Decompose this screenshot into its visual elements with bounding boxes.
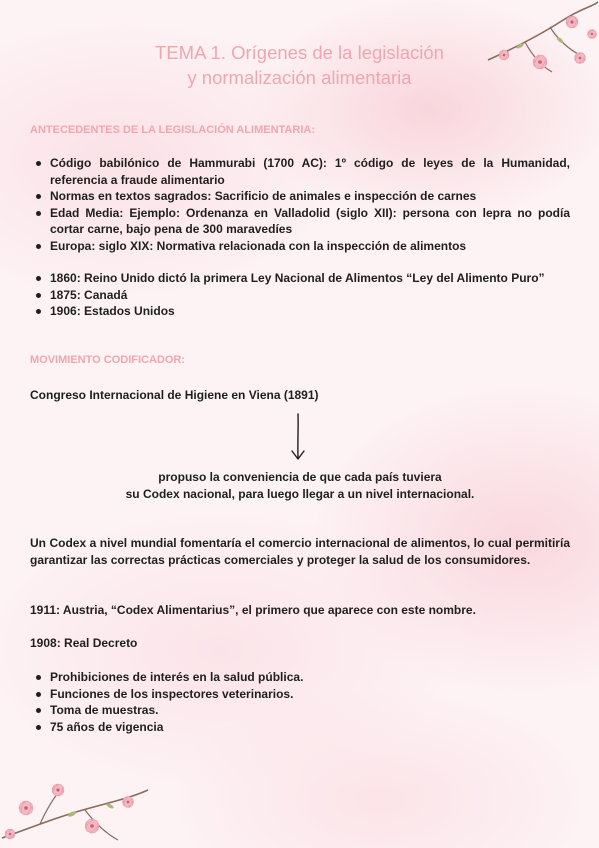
- decree-text: 1908: Real Decreto: [30, 636, 138, 650]
- decree-list: [30, 669, 570, 735]
- national-laws-list: [30, 270, 570, 320]
- antecedentes-list: [30, 155, 570, 254]
- list-item: Normas en textos sagrados: Sacrificio de animales e inspección de carnes: [30, 188, 570, 205]
- cherry-blossom-bottom-left-icon: [0, 768, 150, 848]
- section-heading-movimiento: MOVIMIENTO CODIFICADOR:: [30, 354, 186, 366]
- list-item: Europa: siglo XIX: Normativa relacionada con la inspección de alimentos: [30, 238, 570, 255]
- list-item: 1875: Canadá: [30, 287, 570, 304]
- list-item: 1860: Reino Unido dictó la primera Ley Nacional de Alimentos “Ley del Alimento Puro”: [30, 270, 570, 287]
- page-title-line-1: TEMA 1. Orígenes de la legislación: [155, 42, 444, 63]
- list-item: Código babilónico de Hammurabi (1700 AC): 1º código de leyes de la Humanidad, referencia a fraude alimentario: [30, 155, 570, 188]
- section-heading-antecedentes: ANTECEDENTES DE LA LEGISLACIÓN ALIMENTARIA:: [30, 124, 315, 136]
- page-title-line-2: y normalización alimentaria: [187, 67, 412, 88]
- codex-paragraph: Un Codex a nivel mundial fomentaría el comercio internacional de alimentos, lo cual permitiría garantizar las correctas prácticas comerciales y proteger la salud de los consumidores.: [30, 536, 570, 567]
- list-item: Edad Media: Ejemplo: Ordenanza en Valladolid (siglo XII): persona con lepra no podía cortar carne, bajo pena de 300 maravedíes: [30, 205, 570, 238]
- proposal-line-1: propuso la conveniencia de que cada país tuviera: [158, 470, 442, 484]
- list-item: 75 años de vigencia: [30, 719, 570, 736]
- down-arrow-icon: [288, 412, 308, 462]
- proposal-line-2: su Codex nacional, para luego llegar a un nivel internacional.: [125, 486, 475, 501]
- cherry-blossom-top-right-icon: [480, 0, 599, 95]
- congress-text: Congreso Internacional de Higiene en Viena (1891): [30, 388, 319, 402]
- list-item: Toma de muestras.: [30, 702, 570, 719]
- list-item: Funciones de los inspectores veterinarios.: [30, 686, 570, 703]
- list-item: 1906: Estados Unidos: [30, 303, 570, 320]
- proposal-text: [30, 469, 570, 502]
- austria-text: 1911: Austria, “Codex Alimentarius”, el primero que aparece con este nombre.: [30, 603, 476, 617]
- list-item: Prohibiciones de interés en la salud pública.: [30, 669, 570, 686]
